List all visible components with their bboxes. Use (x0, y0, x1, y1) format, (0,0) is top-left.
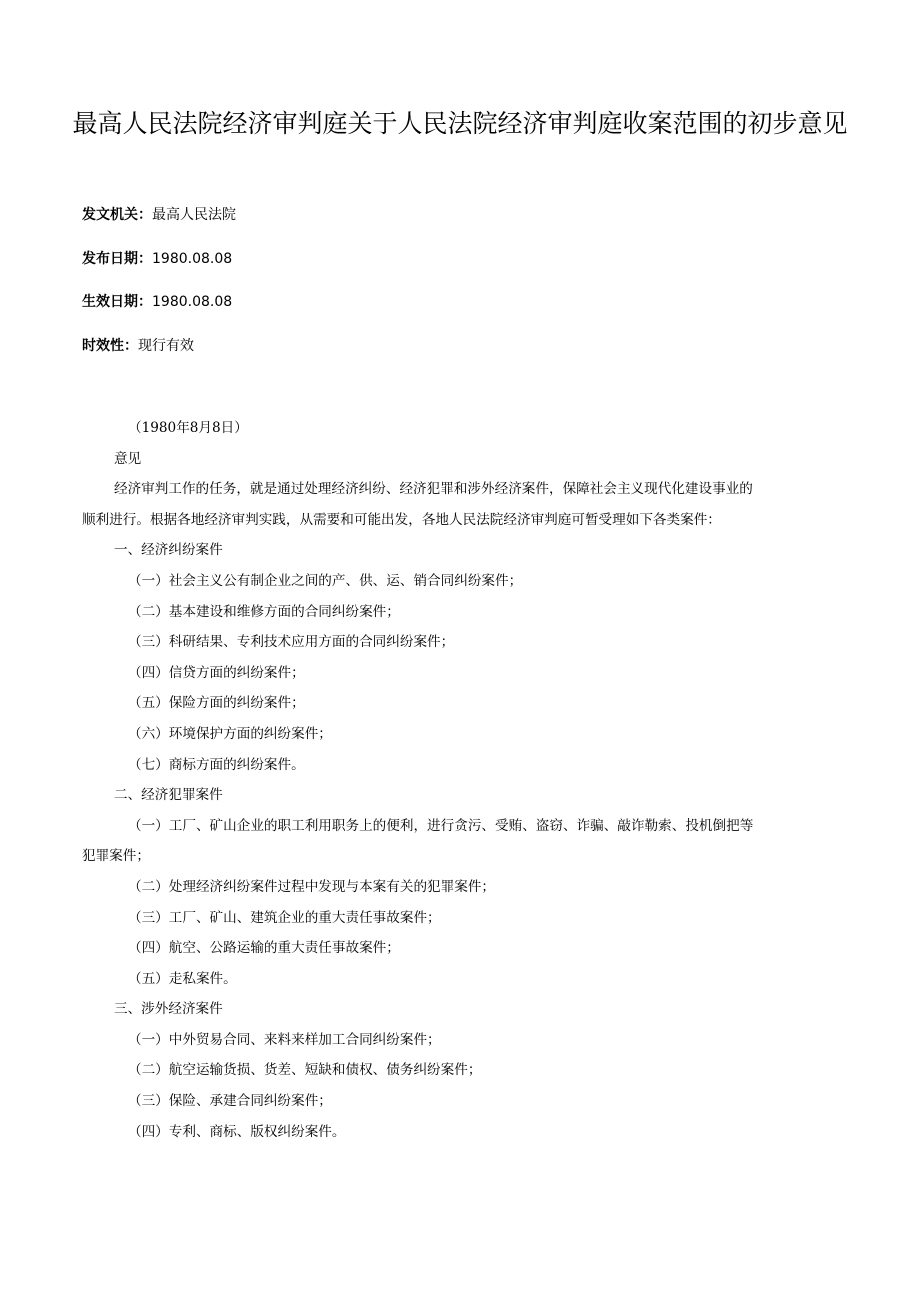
list-item: （四）信贷方面的纠纷案件； (128, 664, 305, 681)
list-item: （六）环境保护方面的纠纷案件； (128, 725, 332, 742)
intro-line-1: 经济审判工作的任务，就是通过处理经济纠纷、经济犯罪和涉外经济案件，保障社会主义现代化建设事业的 (114, 481, 753, 498)
issuer-value: 最高人民法院 (152, 207, 236, 223)
list-item-continuation: 犯罪案件； (82, 848, 150, 865)
validity-value: 现行有效 (138, 338, 194, 354)
list-item: （七）商标方面的纠纷案件。 (128, 756, 305, 773)
issuer-label: 发文机关： (82, 207, 152, 223)
list-item: （一）工厂、矿山企业的职工利用职务上的便利，进行贪污、受贿、盗窃、诈骗、敲诈勒索、投机倒把等 (128, 817, 754, 834)
meta-effective-date (82, 292, 232, 312)
list-item: （二）航空运输货损、货差、短缺和债权、债务纠纷案件； (128, 1062, 482, 1079)
publish-date-label: 发布日期： (82, 251, 152, 267)
document-title: 最高人民法院经济审判庭关于人民法院经济审判庭收案范围的初步意见 (72, 109, 848, 138)
meta-issuer (82, 205, 236, 225)
list-item: （三）科研结果、专利技术应用方面的合同纠纷案件； (128, 634, 455, 651)
list-item: （三）工厂、矿山、建筑企业的重大责任事故案件； (128, 909, 441, 926)
intro-line-2: 顺利进行。根据各地经济审判实践，从需要和可能出发，各地人民法院经济审判庭可暂受理如下各类案件： (82, 511, 721, 528)
list-item: （二）处理经济纠纷案件过程中发现与本案有关的犯罪案件； (128, 878, 496, 895)
list-item: （二）基本建设和维修方面的合同纠纷案件； (128, 603, 400, 620)
list-item: （四）专利、商标、版权纠纷案件。 (128, 1123, 346, 1140)
list-item: （五）保险方面的纠纷案件； (128, 695, 305, 712)
list-item: （三）保险、承建合同纠纷案件； (128, 1093, 332, 1110)
list-item: （四）航空、公路运输的重大责任事故案件； (128, 940, 400, 957)
validity-label: 时效性： (82, 338, 138, 354)
list-item: （一）中外贸易合同、来料来样加工合同纠纷案件； (128, 1031, 441, 1048)
section-heading-1: 一、经济纠纷案件 (114, 542, 223, 559)
meta-publish-date (82, 249, 232, 269)
date-line: （1980年8月8日） (128, 420, 248, 436)
body-heading: 意见 (114, 450, 142, 467)
section-heading-2: 二、经济犯罪案件 (114, 787, 223, 804)
section-heading-3: 三、涉外经济案件 (114, 1001, 223, 1018)
effective-date-value: 1980.08.08 (152, 294, 233, 310)
list-item: （一）社会主义公有制企业之间的产、供、运、销合同纠纷案件； (128, 572, 523, 589)
meta-validity (82, 336, 194, 356)
document-body (82, 413, 842, 1147)
effective-date-label: 生效日期： (82, 294, 152, 310)
list-item: （五）走私案件。 (128, 970, 237, 987)
publish-date-value: 1980.08.08 (152, 251, 233, 267)
